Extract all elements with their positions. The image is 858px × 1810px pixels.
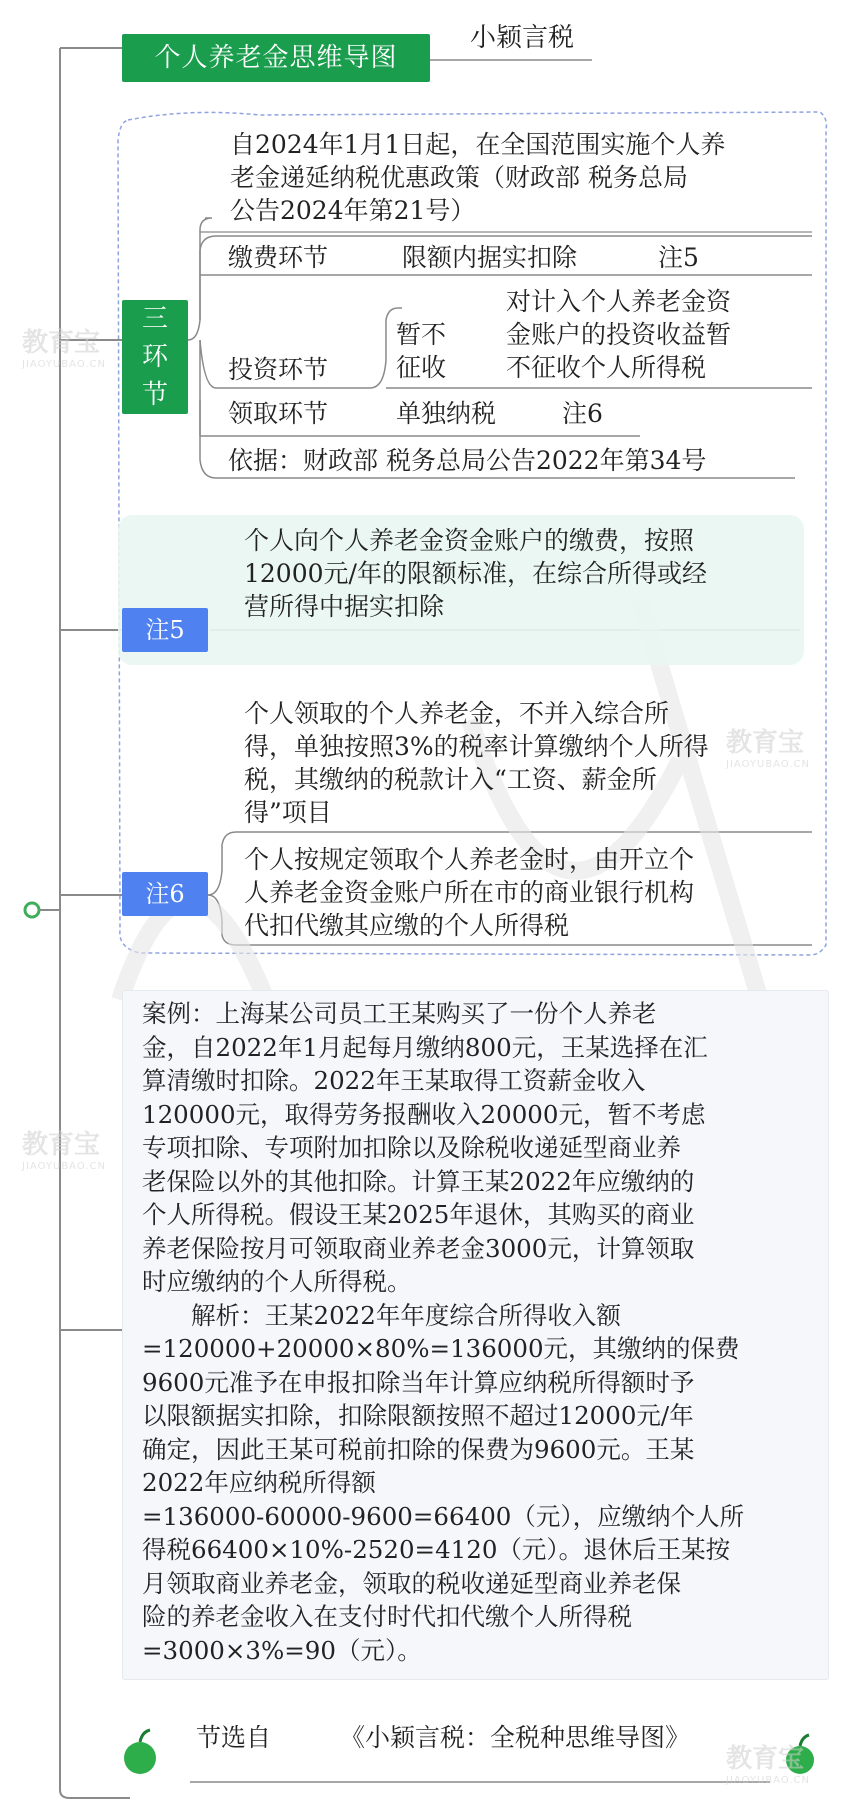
stage-invest-rule: 暂不 征收	[396, 320, 447, 382]
stage-invest-detail: 对计入个人养老金资 金账户的投资收益暂 不征收个人所得税	[506, 287, 732, 382]
note6-badge: 注6	[122, 872, 208, 916]
note6-text-1: 个人领取的个人养老金，不并入综合所 得，单独按照3%的税率计算缴纳个人所得 税，其缴纳的税款计入“工资、薪金所 得”项目	[244, 699, 709, 827]
note6-text-2: 个人按规定领取个人养老金时，由开立个 人养老金资金账户所在市的商业银行机构 代扣代缴其应缴的个人所得税	[244, 845, 695, 940]
author-label: 小颖言税	[470, 23, 575, 53]
stage-draw-rule: 单独纳税	[396, 399, 497, 428]
note5-text: 个人向个人养老金资金账户的缴费，按照 12000元/年的限额标准，在综合所得或经 营所得中据实扣除	[244, 526, 707, 621]
stage-draw-note: 注6	[562, 399, 603, 428]
watermark-4: 教育宝 JIAOYUBAO.CN	[726, 1744, 810, 1786]
footer-book: 《小颖言税：全税种思维导图》	[340, 1723, 691, 1752]
stage-pay-label: 缴费环节	[228, 243, 329, 272]
watermark-1: 教育宝 JIAOYUBAO.CN	[22, 328, 106, 370]
title-badge: 个人养老金思维导图	[122, 34, 430, 82]
watermark-3: 教育宝 JIAOYUBAO.CN	[22, 1130, 106, 1172]
apple-icon-left	[124, 1730, 156, 1774]
section-badge-three-stages: 三 环 节	[122, 300, 188, 414]
basis-text: 依据：财政部 税务总局公告2022年第34号	[228, 446, 707, 475]
watermark-2: 教育宝 JIAOYUBAO.CN	[726, 728, 810, 770]
stage-draw-label: 领取环节	[228, 399, 329, 428]
case-text: 案例：上海某公司员工王某购买了一份个人养老 金，自2022年1月起每月缴纳800元，王某选择在汇 算清缴时扣除。2022年王某取得工资薪金收入 120000元，取得劳务报酬收入20000元，暂不考虑 专项扣除、专项附加扣除以及除税收递延型商业养 老保险以外的其他扣除。计算王某2022年应缴纳的 个人所得税。假设王某2025年退休，其购买的商业 养老保险按月可领取商业养老金3000元，计算领取 时应缴纳的个人所得税。 解析：王某2022年年度综合所得收入额 =120000+20000×80%=136000元，其缴纳的保费 9600元准予在申报扣除当年计算应纳税所得额时予 以限额据实扣除，扣除限额按照不超过12000元/年 确定，因此王某可税前扣除的保费为9600元。王某 2022年应纳税所得额 =136000-60000-9600=66400（元），应缴纳个人所 得税66400×10%-2520=4120（元）。退休后王某按 月领取商业养老金，领取的税收递延型商业养老保 险的养老金收入在支付时代扣代缴个人所得税 =3000×3%=90（元）。	[142, 999, 745, 1665]
note5-badge: 注5	[122, 608, 208, 652]
intro-text: 自2024年1月1日起，在全国范围实施个人养 老金递延纳税优惠政策（财政部 税务总局 公告2024年第21号）	[230, 130, 726, 225]
stage-pay-note: 注5	[658, 243, 699, 272]
footer-prefix: 节选自	[196, 1723, 272, 1752]
stage-pay-rule: 限额内据实扣除	[402, 243, 578, 272]
stage-invest-label: 投资环节	[228, 355, 329, 384]
